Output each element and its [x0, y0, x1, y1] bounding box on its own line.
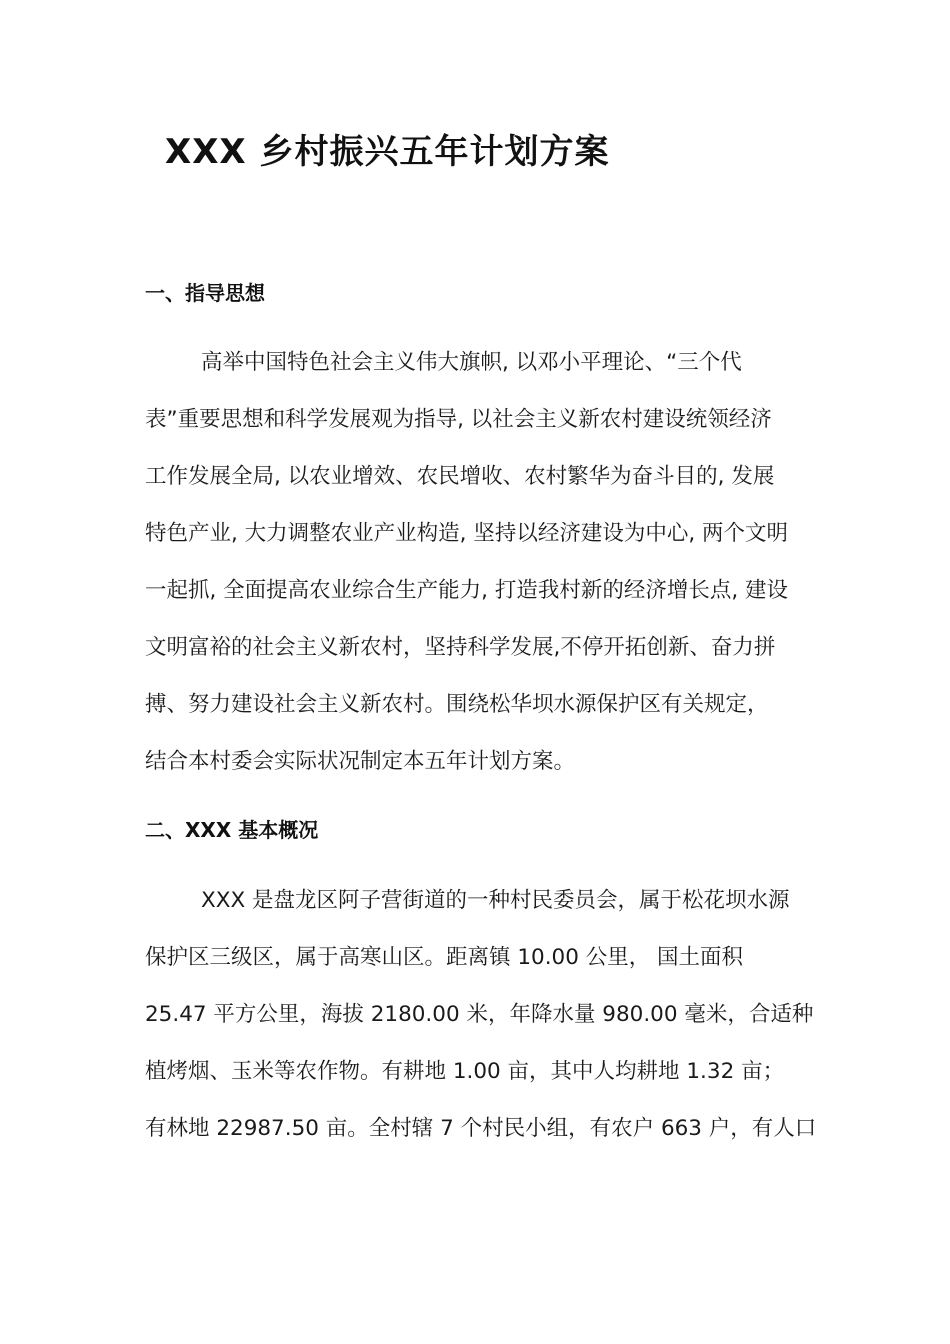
paragraph-line: XXX 是盘龙区阿子营街道的一种村民委员会，属于松花坝水源 [201, 888, 790, 913]
section-heading-guiding-ideology: 一、指导思想 [145, 281, 265, 305]
section-heading-basic-overview: 二、XXX 基本概况 [145, 818, 319, 842]
paragraph-line: 保护区三级区，属于高寒山区。距离镇 10.00 公里， 国土面积 [145, 945, 744, 970]
paragraph-line: 有林地 22987.50 亩。全村辖 7 个村民小组，有农户 663 户，有人口 [145, 1116, 817, 1141]
paragraph-line: 25.47 平方公里，海拔 2180.00 米，年降水量 980.00 毫米，合适种 [145, 1002, 814, 1027]
paragraph-line: 文明富裕的社会主义新农村，坚持科学发展,不停开拓创新、奋力拼 [145, 635, 776, 660]
paragraph-line: 特色产业, 大力调整农业产业构造, 坚持以经济建设为中心, 两个文明 [145, 521, 789, 546]
section-paragraph-basic-overview [145, 872, 817, 1157]
paragraph-line: 结合本村委会实际状况制定本五年计划方案。 [145, 749, 576, 774]
paragraph-line: 高举中国特色社会主义伟大旗帜, 以邓小平理论、“三个代 [201, 350, 742, 375]
section-paragraph-guiding-ideology [145, 334, 810, 790]
paragraph-line: 植烤烟、玉米等农作物。有耕地 1.00 亩，其中人均耕地 1.32 亩； [145, 1059, 785, 1084]
paragraph-line: 一起抓, 全面提高农业综合生产能力, 打造我村新的经济增长点, 建设 [145, 578, 789, 603]
paragraph-line: 工作发展全局, 以农业增效、农民增收、农村繁华为奋斗目的, 发展 [145, 464, 775, 489]
paragraph-line: 表”重要思想和科学发展观为指导, 以社会主义新农村建设统领经济 [145, 407, 772, 432]
paragraph-line: 搏、努力建设社会主义新农村。围绕松华坝水源保护区有关规定， [145, 692, 769, 717]
document-title: XXX 乡村振兴五年计划方案 [165, 132, 610, 172]
